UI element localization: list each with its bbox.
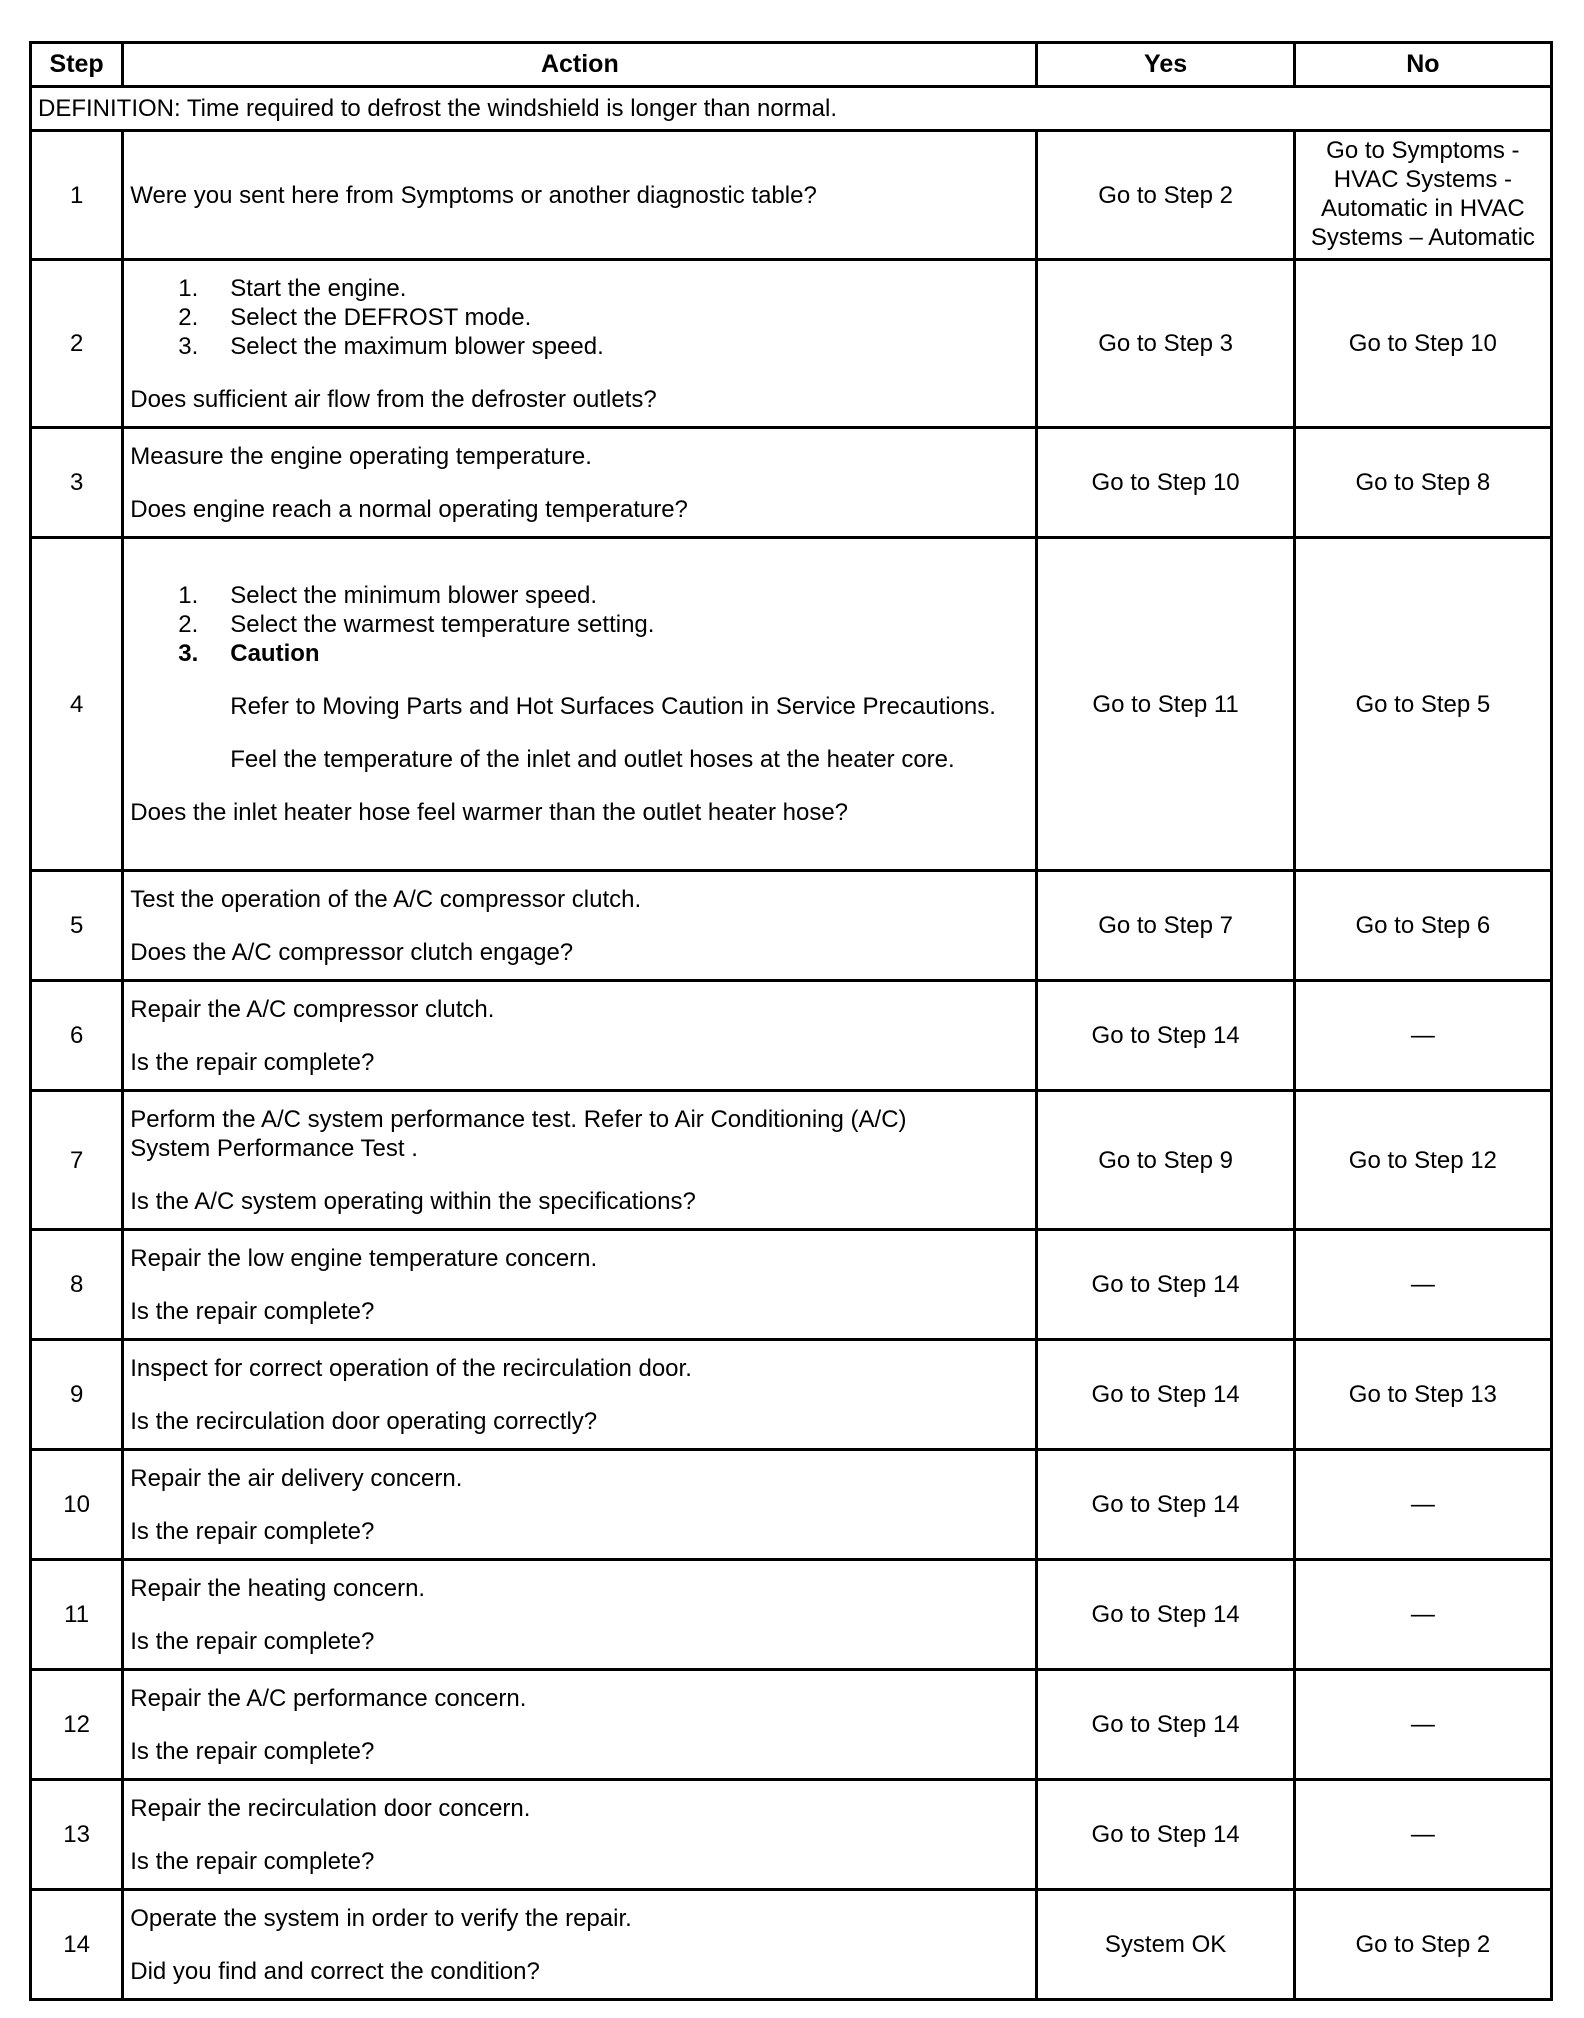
instruction-text: Measure the engine operating temperature. [130,442,592,470]
no-cell: — [1294,1230,1551,1340]
no-cell: — [1294,1450,1551,1560]
instruction-text: Repair the A/C performance concern. [130,1684,527,1712]
instruction-text: Repair the recirculation door concern. [130,1794,531,1822]
question-text: Does engine reach a normal operating temperature? [130,495,688,523]
instruction-text: Inspect for correct operation of the recirculation door. [130,1354,692,1382]
no-cell: Go to Step 6 [1294,871,1551,981]
question-text: Is the repair complete? [130,1517,375,1545]
instruction-text: Operate the system in order to verify the repair. [130,1904,632,1932]
action-cell [123,428,1037,538]
question-text: Is the repair complete? [130,1737,375,1765]
question-text: Is the A/C system operating within the specifications? [130,1187,696,1215]
action-cell [123,131,1037,260]
action-cell [123,260,1037,428]
instruction-text: Repair the low engine temperature concern. [130,1244,598,1272]
question-text: Were you sent here from Symptoms or another diagnostic table? [130,181,817,209]
caution-text: Refer to Moving Parts and Hot Surfaces Caution in Service Precautions. [230,693,996,720]
table-row [31,260,1552,428]
action-cell [123,1340,1037,1450]
table-row [31,1450,1552,1560]
action-step-item: Start the engine. [230,274,407,302]
question-text: Is the repair complete? [130,1297,375,1325]
table-row [31,1890,1552,2000]
instruction-text: Perform the A/C system performance test. Refer to Air Conditioning (A/C) System Performance Test . [130,1105,907,1162]
no-cell: Go to Symptoms - HVAC Systems - Automatic in HVAC Systems – Automatic [1294,131,1551,260]
yes-cell: Go to Step 14 [1037,1670,1294,1780]
no-cell: Go to Step 5 [1294,538,1551,871]
diagnostic-table [29,41,1553,2001]
yes-cell: Go to Step 14 [1037,1450,1294,1560]
step-number: 10 [31,1450,123,1560]
header-action: Action [123,43,1037,87]
action-steps [130,274,1029,361]
no-cell: — [1294,1560,1551,1670]
action-cell [123,1670,1037,1780]
question-text: Does the A/C compressor clutch engage? [130,938,574,966]
table-row [31,871,1552,981]
step-number: 2 [31,260,123,428]
table-row [31,1780,1552,1890]
action-step-item: Select the DEFROST mode. [230,303,532,331]
table-row [31,1230,1552,1340]
instruction-text: Repair the heating concern. [130,1574,426,1602]
yes-cell: Go to Step 14 [1037,1230,1294,1340]
step-number: 8 [31,1230,123,1340]
table-row [31,1340,1552,1450]
instruction-text: Repair the air delivery concern. [130,1464,463,1492]
step-number: 5 [31,871,123,981]
yes-cell: Go to Step 2 [1037,131,1294,260]
action-step-item: Select the warmest temperature setting. [230,611,655,638]
question-text: Does sufficient air flow from the defroster outlets? [130,385,657,413]
no-cell: — [1294,981,1551,1091]
header-yes: Yes [1037,43,1294,87]
step-number: 13 [31,1780,123,1890]
action-step-item: Select the minimum blower speed. [230,582,598,609]
question-text: Does the inlet heater hose feel warmer than the outlet heater hose? [130,799,849,826]
step-number: 7 [31,1091,123,1230]
no-cell: Go to Step 13 [1294,1340,1551,1450]
no-cell: Go to Step 8 [1294,428,1551,538]
action-cell [123,1091,1037,1230]
yes-cell: Go to Step 7 [1037,871,1294,981]
no-cell: Go to Step 2 [1294,1890,1551,2000]
yes-cell: Go to Step 14 [1037,1560,1294,1670]
definition-text: DEFINITION: Time required to defrost the windshield is longer than normal. [31,87,1552,131]
table-row [31,1560,1552,1670]
question-text: Did you find and correct the condition? [130,1957,540,1985]
step-number: 9 [31,1340,123,1450]
step-number: 14 [31,1890,123,2000]
instruction-text: Test the operation of the A/C compressor clutch. [130,885,642,913]
table-row [31,1670,1552,1780]
yes-cell: Go to Step 14 [1037,1340,1294,1450]
table-row [31,981,1552,1091]
yes-cell: Go to Step 11 [1037,538,1294,871]
action-cell [123,1560,1037,1670]
no-cell: Go to Step 12 [1294,1091,1551,1230]
action-cell [123,1890,1037,2000]
no-cell: — [1294,1780,1551,1890]
table-row [31,1091,1552,1230]
table-row [31,538,1552,871]
no-cell: Go to Step 10 [1294,260,1551,428]
question-text: Is the repair complete? [130,1627,375,1655]
question-text: Is the repair complete? [130,1048,375,1076]
header-no: No [1294,43,1551,87]
yes-cell: Go to Step 10 [1037,428,1294,538]
instruction-text: Repair the A/C compressor clutch. [130,995,495,1023]
definition-row [31,87,1552,131]
action-cell [123,1780,1037,1890]
yes-cell: Go to Step 3 [1037,260,1294,428]
question-text: Is the repair complete? [130,1847,375,1875]
caution-heading: Caution [230,640,320,667]
header-row [31,43,1552,87]
action-cell [123,1230,1037,1340]
action-cell [123,981,1037,1091]
yes-cell: Go to Step 9 [1037,1091,1294,1230]
action-steps [130,581,1029,668]
action-cell [123,538,1037,871]
action-step-item: Select the maximum blower speed. [230,332,604,360]
step-number: 3 [31,428,123,538]
table-row [31,428,1552,538]
table-row [31,131,1552,260]
action-cell [123,871,1037,981]
yes-cell: Go to Step 14 [1037,981,1294,1091]
yes-cell: System OK [1037,1890,1294,2000]
header-step: Step [31,43,123,87]
step-number: 1 [31,131,123,260]
step-number: 12 [31,1670,123,1780]
action-cell [123,1450,1037,1560]
feel-text: Feel the temperature of the inlet and outlet hoses at the heater core. [230,746,955,773]
no-cell: — [1294,1670,1551,1780]
step-number: 4 [31,538,123,871]
yes-cell: Go to Step 14 [1037,1780,1294,1890]
step-number: 11 [31,1560,123,1670]
step-number: 6 [31,981,123,1091]
question-text: Is the recirculation door operating correctly? [130,1407,598,1435]
